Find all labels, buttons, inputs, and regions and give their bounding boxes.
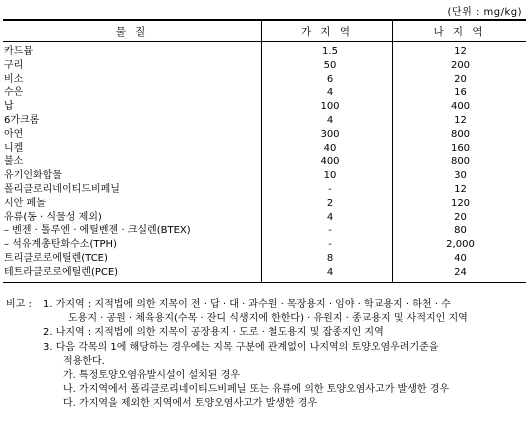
region-na-value: 20 bbox=[393, 211, 527, 225]
table-row bbox=[3, 114, 526, 128]
region-na-value: 12 bbox=[393, 114, 527, 128]
region-ga-value: 400 bbox=[262, 155, 393, 169]
remark-1-line-1: 1. 가지역 : 지적법에 의한 지목이 전 · 답 · 대 · 과수원 · 목장용지 · 임야 · 학교용지 · 하천 · 수 bbox=[43, 299, 451, 310]
remark-3-line-2: 적용한다. bbox=[63, 355, 105, 367]
region-ga-value: 4 bbox=[262, 114, 393, 128]
region-ga-value: 8 bbox=[262, 252, 393, 266]
substance-cell: 납 bbox=[4, 101, 14, 113]
table-row bbox=[3, 238, 526, 252]
soil-standards-table bbox=[3, 19, 526, 283]
region-ga-value: 4 bbox=[262, 86, 393, 100]
table-row bbox=[3, 183, 526, 197]
table-row bbox=[3, 252, 526, 266]
substance-cell: 니켈 bbox=[4, 142, 24, 154]
table-row bbox=[3, 142, 526, 156]
table-header-row bbox=[3, 20, 526, 42]
substance-cell: – 석유계총탄화수소(TPH) bbox=[4, 239, 117, 251]
region-ga-value: 4 bbox=[262, 266, 393, 282]
remark-1 bbox=[6, 298, 528, 312]
region-na-value: 20 bbox=[393, 73, 527, 87]
region-ga-value: - bbox=[262, 224, 393, 238]
substance-cell: 수은 bbox=[4, 87, 24, 99]
unit-label: (단위 : mg/kg) bbox=[447, 7, 522, 18]
remarks-label: 비고 : bbox=[6, 299, 32, 310]
table-row bbox=[3, 155, 526, 169]
region-na-value: 80 bbox=[393, 224, 527, 238]
region-na-value: 40 bbox=[393, 252, 527, 266]
table-row bbox=[3, 42, 526, 59]
substance-cell: 유류(동 · 식물성 제외) bbox=[4, 211, 102, 223]
remark-3-item-a: 가. 특정토양오염유발시설이 설치된 경우 bbox=[63, 370, 240, 382]
table-body bbox=[3, 42, 526, 283]
table-row bbox=[3, 128, 526, 142]
table-row bbox=[3, 224, 526, 238]
table-row bbox=[3, 100, 526, 114]
region-ga-value: 100 bbox=[262, 100, 393, 114]
table-row bbox=[3, 86, 526, 100]
region-ga-value: 4 bbox=[262, 211, 393, 225]
header-region-ga: 가 지 역 bbox=[262, 20, 393, 42]
region-ga-value: 300 bbox=[262, 128, 393, 142]
region-ga-value: - bbox=[262, 183, 393, 197]
region-ga-value: 10 bbox=[262, 169, 393, 183]
region-ga-value: - bbox=[262, 238, 393, 252]
table-row bbox=[3, 266, 526, 282]
region-ga-value: 1.5 bbox=[262, 42, 393, 59]
substance-cell: 비소 bbox=[4, 73, 24, 85]
remark-3-item-b: 나. 가지역에서 폴리클로리네이티드비페닐 또는 유류에 의한 토양오염사고가 발생한 경우 bbox=[63, 384, 450, 396]
header-substance: 물 질 bbox=[3, 20, 262, 42]
substance-cell: 시안 페놀 bbox=[4, 197, 46, 209]
remark-1-line-2: 도용지 · 공원 · 체육용지(수목 · 잔디 식생지에 한한다) · 유원지 · 종교용지 및 사적지인 지역 bbox=[68, 313, 468, 325]
substance-cell: – 벤젠 · 톨루엔 · 에틸벤젠 · 크실렌(BTEX) bbox=[4, 225, 191, 237]
substance-cell: 테트라클로로에틸렌(PCE) bbox=[3, 266, 262, 282]
region-na-value: 12 bbox=[393, 183, 527, 197]
substance-cell: 불소 bbox=[4, 156, 24, 168]
substance-cell: 아연 bbox=[4, 128, 24, 140]
region-na-value: 2,000 bbox=[393, 238, 527, 252]
region-na-value: 400 bbox=[393, 100, 527, 114]
substance-cell: 폴리클로리네이티드비페닐 bbox=[4, 183, 120, 195]
region-ga-value: 40 bbox=[262, 142, 393, 156]
remark-3-item-c: 다. 가지역을 제외한 지역에서 토양오염사고가 발생한 경우 bbox=[63, 398, 318, 410]
region-na-value: 160 bbox=[393, 142, 527, 156]
region-ga-value: 2 bbox=[262, 197, 393, 211]
remark-3-line-1: 3. 다음 각목의 1에 해당하는 경우에는 지목 구분에 관계없이 나지역의 토양오염우려기준을 bbox=[43, 341, 439, 353]
region-na-value: 16 bbox=[393, 86, 527, 100]
header-region-na: 나 지 역 bbox=[393, 20, 527, 42]
substance-cell: 카드뮴 bbox=[4, 46, 33, 57]
substance-cell: 6가크롬 bbox=[4, 114, 40, 126]
remarks bbox=[6, 298, 528, 412]
region-na-value: 24 bbox=[393, 266, 527, 282]
substance-cell: 구리 bbox=[4, 59, 24, 71]
table-row bbox=[3, 73, 526, 87]
table-row bbox=[3, 211, 526, 225]
table-row bbox=[3, 59, 526, 73]
region-na-value: 800 bbox=[393, 128, 527, 142]
region-na-value: 12 bbox=[393, 42, 527, 59]
region-ga-value: 50 bbox=[262, 59, 393, 73]
region-ga-value: 6 bbox=[262, 73, 393, 87]
region-na-value: 200 bbox=[393, 59, 527, 73]
table-row bbox=[3, 197, 526, 211]
region-na-value: 120 bbox=[393, 197, 527, 211]
substance-cell: 유기인화합물 bbox=[4, 170, 62, 182]
remark-2: 2. 나지역 : 지적법에 의한 지목이 공장용지 · 도로 · 철도용지 및 잡종지인 지역 bbox=[43, 327, 384, 339]
region-na-value: 800 bbox=[393, 155, 527, 169]
region-na-value: 30 bbox=[393, 169, 527, 183]
substance-cell: 트리클로로에틸렌(TCE) bbox=[4, 252, 108, 264]
table-row bbox=[3, 169, 526, 183]
